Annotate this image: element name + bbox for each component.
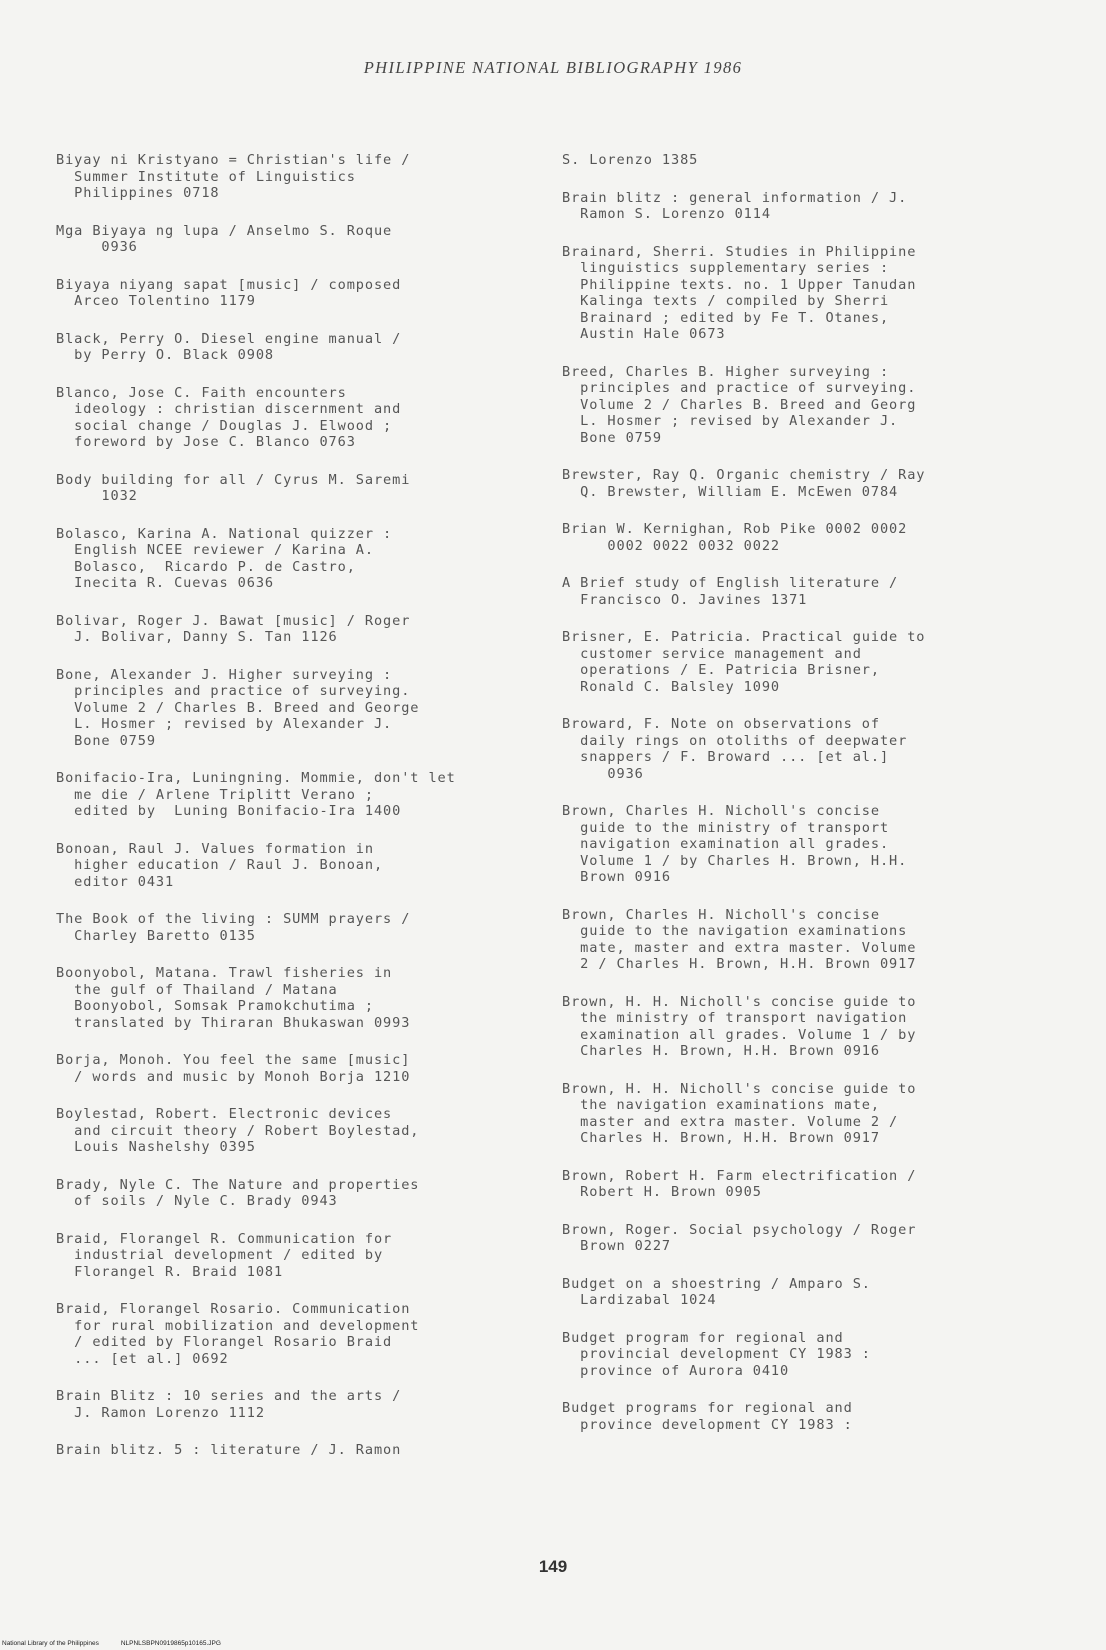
bibliography-entry: Biyay ni Kristyano = Christian's life / Summer Institute of Linguistics Philippines 0718: [56, 152, 411, 201]
bibliography-entry: Brown, Roger. Social psychology / Roger Brown 0227: [562, 1221, 917, 1254]
page-number: 149: [538, 1557, 568, 1576]
bibliography-entry: Brady, Nyle C. The Nature and properties of soils / Nyle C. Brady 0943: [56, 1176, 420, 1209]
bibliography-entry: Body building for all / Cyrus M. Saremi 1032: [56, 471, 411, 504]
bibliography-entry: Brain blitz. 5 : literature / J. Ramon: [56, 1442, 402, 1458]
bibliography-entry: Bonoan, Raul J. Values formation in higher education / Raul J. Bonoan, editor 0431: [56, 840, 384, 890]
scan-footer: [2, 1640, 243, 1647]
bibliography-entry: Blanco, Jose C. Faith encounters ideology : christian discernment and social change / Douglas J. Elwood ; foreword by Jose C. Blanco 0763: [56, 384, 402, 450]
bibliography-entry: Bonifacio-Ira, Luningning. Mommie, don't let me die / Arlene Triplitt Verano ; edited by Luning Bonifacio-Ira 1400: [56, 770, 456, 819]
bibliography-entry: S. Lorenzo 1385: [562, 152, 699, 168]
bibliography-entry: Brisner, E. Patricia. Practical guide to customer service management and operations / E. Patricia Brisner, Ronald C. Balsley 1090: [562, 629, 926, 695]
bibliography-entry: Bolasco, Karina A. National quizzer : English NCEE reviewer / Karina A. Bolasco, Ricardo P. de Castro, Inecita R. Cuevas 0636: [56, 525, 393, 591]
bibliography-entry: Brain blitz : general information / J. Ramon S. Lorenzo 0114: [562, 189, 908, 222]
footer-file: NLPNLSBPN0919865p10165.JPG: [120, 1640, 221, 1647]
bibliography-entry: Budget program for regional and provincial development CY 1983 : province of Aurora 0410: [562, 1329, 871, 1379]
bibliography-entry: Broward, F. Note on observations of daily rings on otoliths of deepwater snappers / F. Broward ... [et al.] 0936: [562, 716, 908, 782]
footer-library: National Library of the Philippines: [2, 1640, 99, 1647]
bibliography-entry: The Book of the living : SUMM prayers / Charley Baretto 0135: [56, 911, 411, 944]
bibliography-entry: Brown, H. H. Nicholl's concise guide to the navigation examinations mate, master and extra master. Volume 2 / Charles H. Brown, H.H. Brown 0917: [562, 1080, 917, 1146]
bibliography-entry: Brewster, Ray Q. Organic chemistry / Ray Q. Brewster, William E. McEwen 0784: [562, 467, 926, 500]
bibliography-entry: Brainard, Sherri. Studies in Philippine linguistics supplementary series : Philippine texts. no. 1 Upper Tanudan Kalinga texts / compiled by Sherri Brainard ; edited by Fe T. Otanes, Austin Hale 0673: [562, 243, 917, 342]
bibliography-entry: Braid, Florangel Rosario. Communication for rural mobilization and development / edited by Florangel Rosario Braid ... [et al.] 0692: [56, 1301, 420, 1367]
bibliography-entry: Bone, Alexander J. Higher surveying : principles and practice of surveying. Volume 2 / Charles B. Breed and George L. Hosmer ; revised by Alexander J. Bone 0759: [56, 666, 420, 749]
bibliography-entry: Breed, Charles B. Higher surveying : principles and practice of surveying. Volume 2 / Charles B. Breed and Georg L. Hosmer ; revised by Alexander J. Bone 0759: [562, 363, 917, 446]
bibliography-entry: Boylestad, Robert. Electronic devices and circuit theory / Robert Boylestad, Louis Nashelshy 0395: [56, 1106, 420, 1155]
right-column: [562, 152, 1082, 1454]
bibliography-entry: Borja, Monoh. You feel the same [music] / words and music by Monoh Borja 1210: [56, 1052, 411, 1085]
bibliography-entry: A Brief study of English literature / Francisco O. Javines 1371: [562, 575, 899, 608]
left-column: [56, 152, 516, 1480]
bibliography-entry: Black, Perry O. Diesel engine manual / by Perry O. Black 0908: [56, 330, 402, 363]
bibliography-entry: Brown, Robert H. Farm electrification / Robert H. Brown 0905: [562, 1167, 917, 1200]
bibliography-entry: Brown, Charles H. Nicholl's concise guide to the navigation examinations mate, master and extra master. Volume 2 / Charles H. Brown, H.H. Brown 0917: [562, 906, 917, 972]
bibliography-entry: Budget on a shoestring / Amparo S. Lardizabal 1024: [562, 1275, 871, 1308]
bibliography-entry: Boonyobol, Matana. Trawl fisheries in the gulf of Thailand / Matana Boonyobol, Somsak Pramokchutima ; translated by Thiraran Bhukaswan 0993: [56, 965, 411, 1031]
bibliography-entry: Brown, H. H. Nicholl's concise guide to the ministry of transport navigation examination all grades. Volume 1 / by Charles H. Brown, H.H. Brown 0916: [562, 993, 917, 1059]
bibliography-entry: Biyaya niyang sapat [music] / composed Arceo Tolentino 1179: [56, 276, 402, 309]
bibliography-entry: Braid, Florangel R. Communication for industrial development / edited by Florangel R. Braid 1081: [56, 1230, 393, 1280]
bibliography-entry: Bolivar, Roger J. Bawat [music] / Roger J. Bolivar, Danny S. Tan 1126: [56, 612, 411, 645]
bibliography-entry: Budget programs for regional and province development CY 1983 :: [562, 1400, 853, 1433]
bibliography-entry: Mga Biyaya ng lupa / Anselmo S. Roque 0936: [56, 222, 393, 255]
bibliography-entry: Brown, Charles H. Nicholl's concise guide to the ministry of transport navigation examination all grades. Volume 1 / by Charles H. Brown, H.H. Brown 0916: [562, 803, 908, 885]
page-header: PHILIPPINE NATIONAL BIBLIOGRAPHY 1986: [363, 58, 743, 77]
bibliography-entry: Brian W. Kernighan, Rob Pike 0002 0002 0002 0022 0032 0022: [562, 521, 908, 554]
bibliography-entry: Brain Blitz : 10 series and the arts / J. Ramon Lorenzo 1112: [56, 1388, 402, 1421]
